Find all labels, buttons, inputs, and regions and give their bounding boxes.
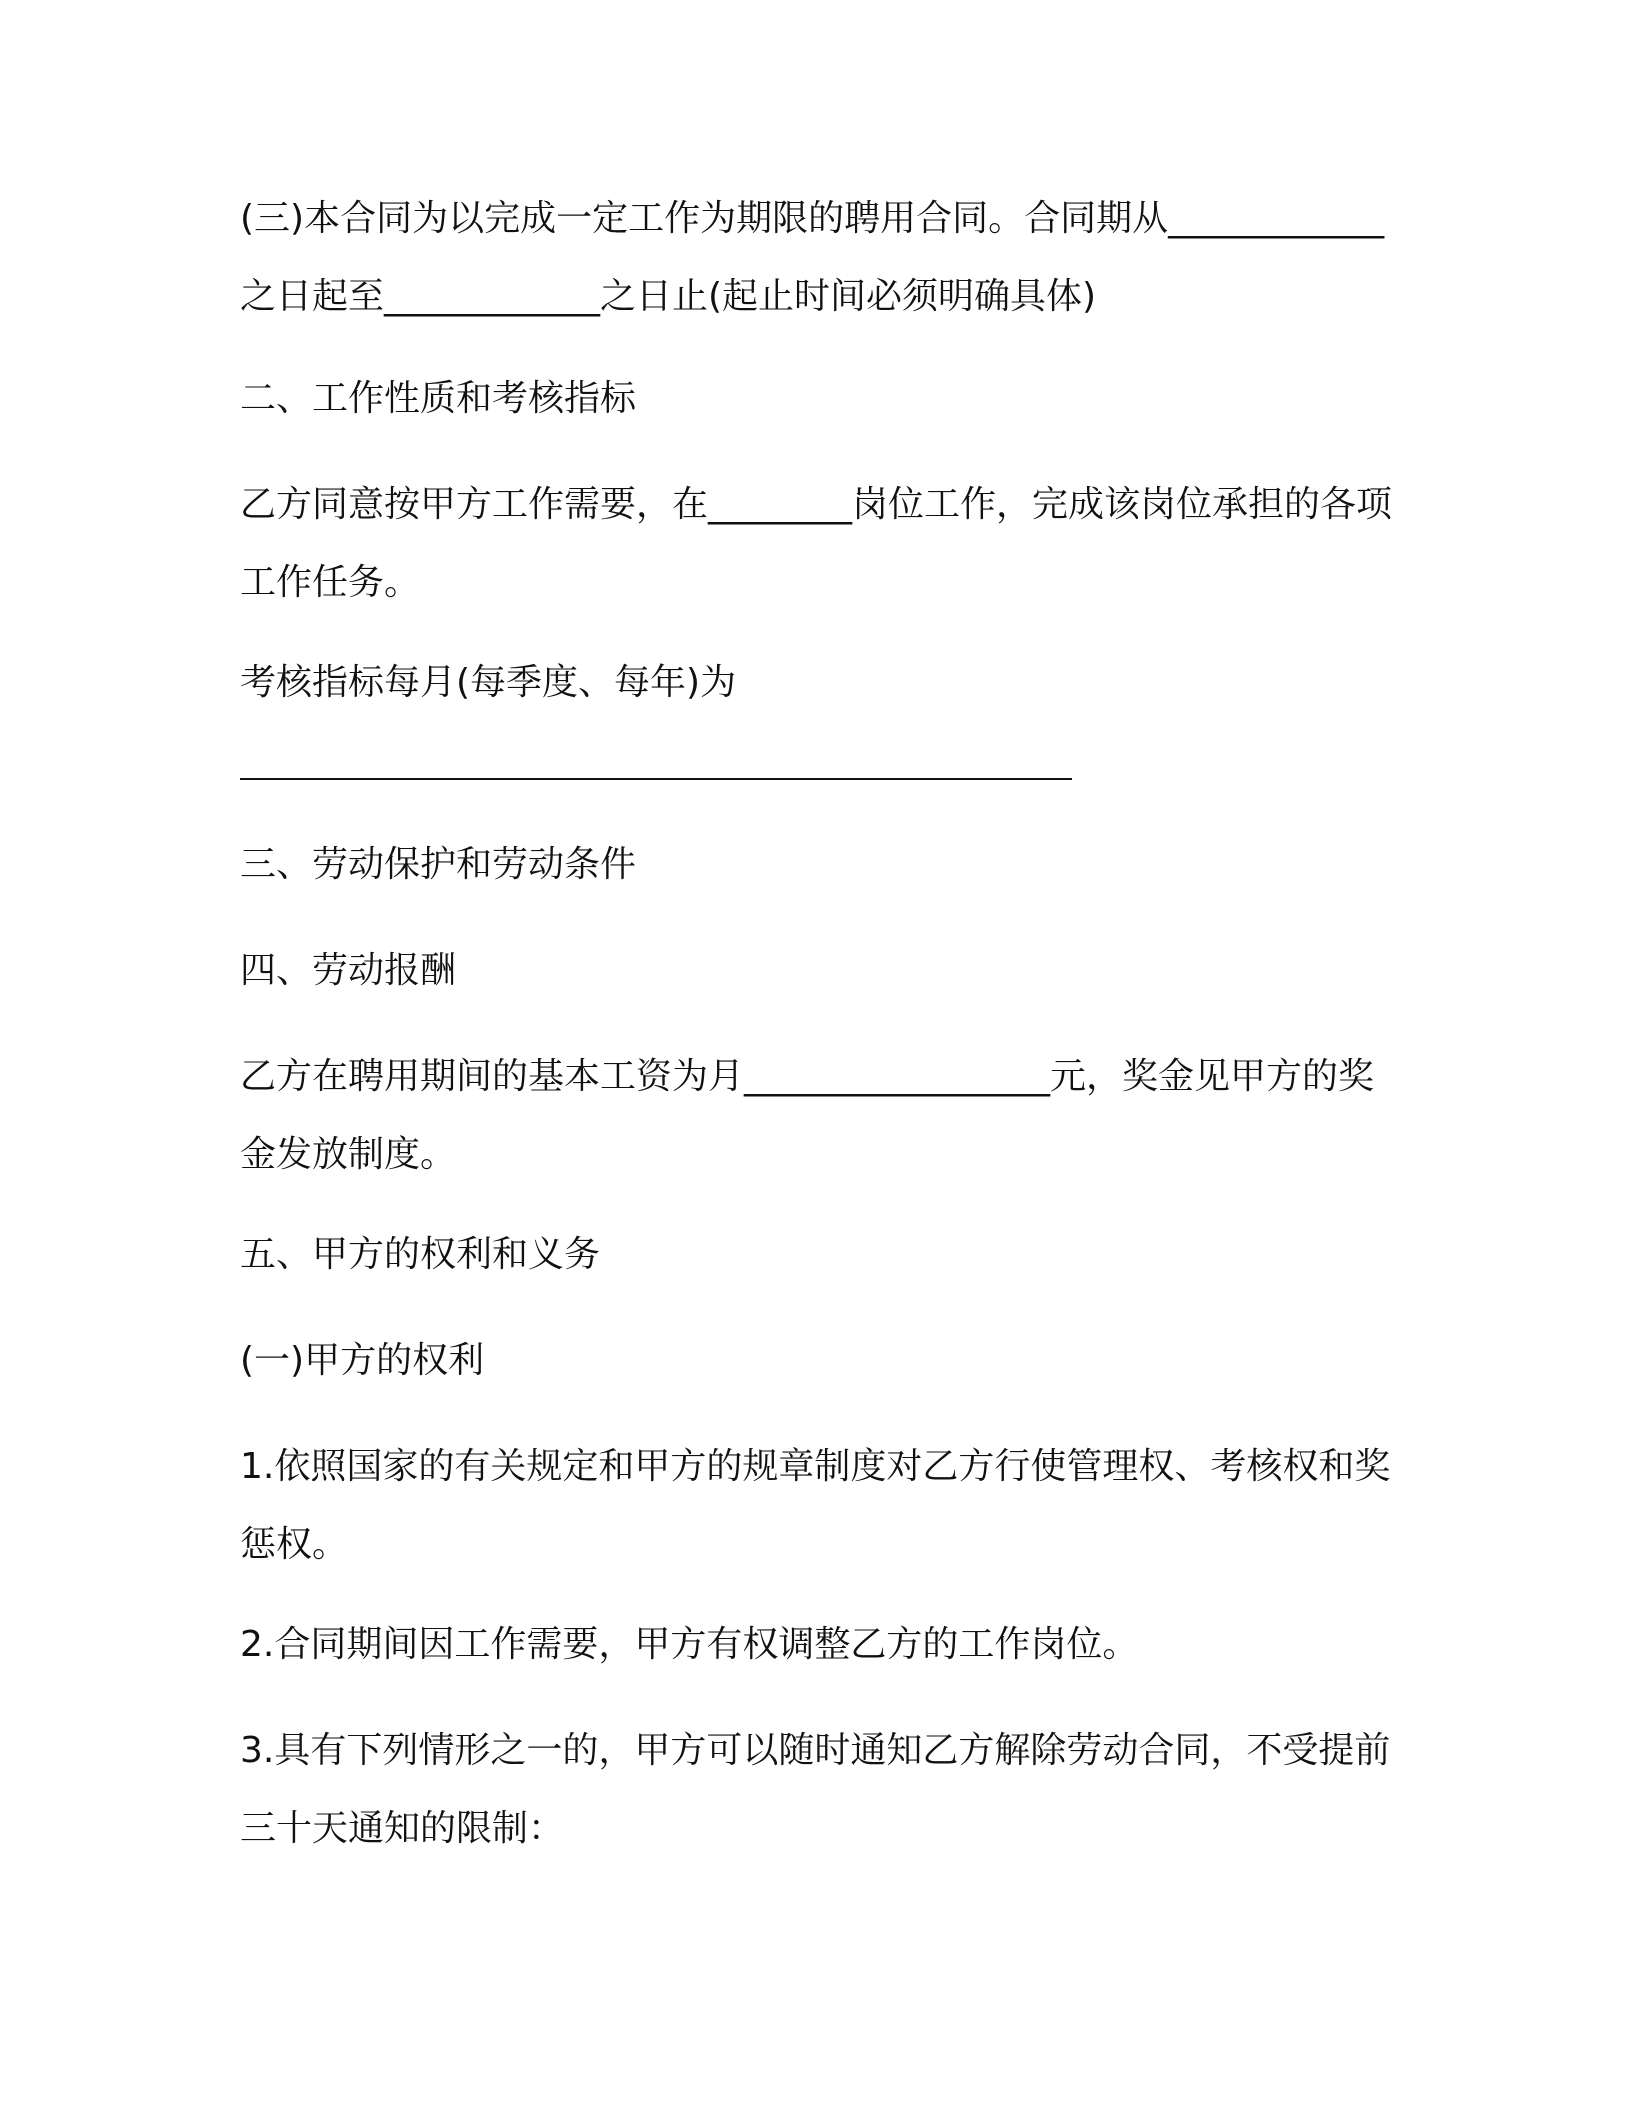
rights-item-1: 1.依照国家的有关规定和甲方的规章制度对乙方行使管理权、考核权和奖惩权。	[240, 1446, 1391, 1565]
section-heading-remuneration: 四、劳动报酬	[240, 950, 457, 991]
document-body	[240, 180, 1400, 1899]
salary-clause: 乙方在聘用期间的基本工资为月_________________元，奖金见甲方的奖金发放制度。	[240, 1056, 1375, 1175]
section-heading-work-nature: 二、工作性质和考核指标	[240, 378, 637, 419]
blank-underline	[240, 778, 1072, 780]
position-clause: 乙方同意按甲方工作需要，在________岗位工作，完成该岗位承担的各项工作任务。	[240, 484, 1393, 603]
rights-item-2: 2.合同期间因工作需要，甲方有权调整乙方的工作岗位。	[240, 1624, 1139, 1665]
rights-item-3: 3.具有下列情形之一的，甲方可以随时通知乙方解除劳动合同，不受提前三十天通知的限制：	[240, 1730, 1391, 1849]
subheading-party-a-rights: (一)甲方的权利	[240, 1340, 485, 1381]
section-heading-party-a-rights-duties: 五、甲方的权利和义务	[240, 1234, 601, 1275]
assessment-blank-line	[240, 722, 1400, 800]
assessment-index-label: 考核指标每月(每季度、每年)为	[240, 662, 737, 703]
contract-term-clause: (三)本合同为以完成一定工作为期限的聘用合同。合同期从____________之日起至____________之日止(起止时间必须明确具体)	[240, 198, 1385, 317]
section-heading-labor-protection: 三、劳动保护和劳动条件	[240, 844, 637, 885]
